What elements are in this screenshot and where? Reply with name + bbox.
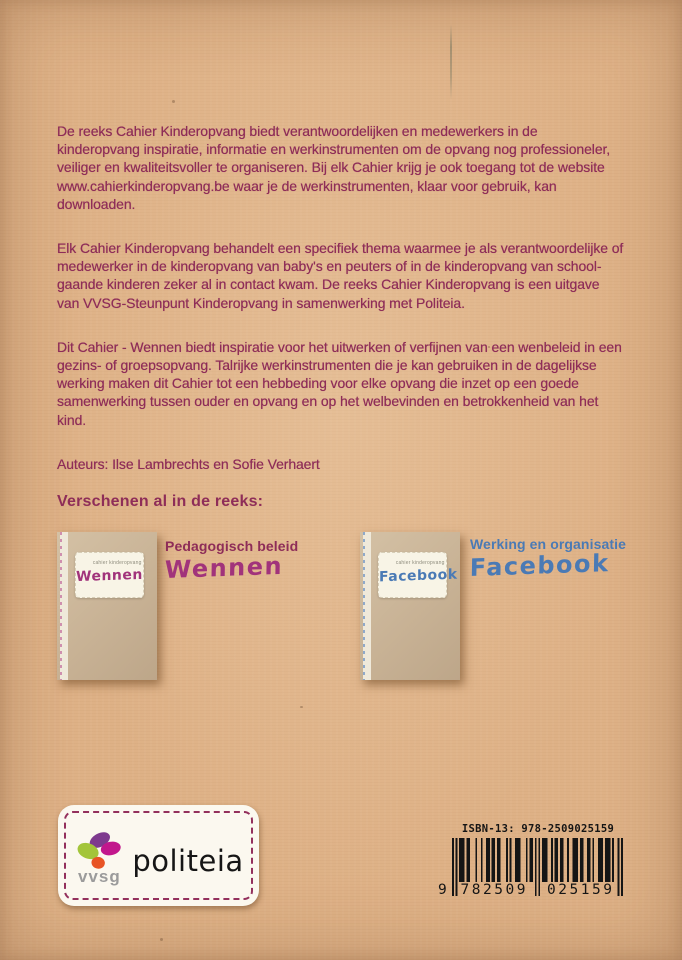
isbn-barcode-block: [438, 823, 624, 900]
spine-stitch: [60, 532, 62, 680]
barcode-digit-group-2: 025159: [547, 882, 615, 898]
ean13-barcode: [438, 838, 624, 900]
book-label-series-text: cahier kinderopvang: [395, 560, 445, 566]
isbn-label: ISBN-13: 978-2509025159: [461, 823, 615, 835]
spine-stitch: [363, 532, 365, 680]
book-thumbnail-facebook: [360, 532, 460, 680]
publisher-plate-inner: [64, 811, 253, 900]
paper-speck: [160, 938, 163, 941]
paper-speck: [300, 706, 303, 708]
publisher-plate: [58, 805, 259, 906]
paper-scratch: [450, 24, 452, 100]
series-entry-category: Pedagogisch beleid: [165, 538, 299, 554]
politeia-wordmark: politeia: [132, 843, 244, 878]
book-label-title: Wennen: [76, 566, 143, 586]
series-heading: Verschenen al in de reeks:: [57, 493, 264, 510]
intro-paragraph-theme: Elk Cahier Kinderopvang behandelt een specifiek thema waarmee je als verantwoordelijke of medewerker in de kinderopvang van baby's en peuters of in de kinderopvang van school-gaande kinderen zeker al in contact kwam. De reeks Cahier Kinderopvang is een uitgave van VVSG-Steunpunt Kinderopvang in samenwerking met Politeia.: [57, 240, 624, 311]
authors-line: Auteurs: Ilse Lambrechts en Sofie Verhaert: [57, 455, 320, 472]
series-entry-category: Werking en organisatie: [470, 536, 626, 552]
barcode-digit-group-1: 782509: [460, 882, 528, 898]
series-entry-facebook: [470, 536, 626, 582]
book-cover-label: [378, 552, 458, 598]
vvsg-flower-icon: [73, 830, 125, 872]
book-cover-label: [75, 552, 144, 598]
book-label-series-text: cahier kinderopvang: [92, 560, 142, 566]
intro-paragraph-series: De reeks Cahier Kinderopvang biedt verantwoordelijken en medewerkers in de kinderopvang inspiratie, informatie en werkinstrumenten om de opvang nog professioneler, veiliger en kwaliteitsvoller te organiseren. Bij elk Cahier krijg je ook toegang tot de website www.cahierkinderopvang.be waar je de werkinstrumenten, klaar voor gebruik, kan downloaden.: [57, 123, 611, 212]
barcode-digit-lead: 9: [438, 882, 447, 898]
series-entry-wennen: [165, 538, 298, 584]
back-cover-blurb: [57, 122, 624, 499]
barcode-digits: [438, 882, 624, 898]
vvsg-wordmark: vvsg: [77, 867, 121, 886]
paper-speck: [172, 100, 175, 103]
vvsg-logo: [73, 830, 125, 887]
book-thumbnail-wennen: [57, 532, 157, 680]
series-entry-title: Wennen: [164, 551, 284, 585]
book-label-title: Facebook: [379, 566, 458, 586]
intro-paragraph-this-cahier: Dit Cahier - Wennen biedt inspiratie voor het uitwerken of verfijnen van een wenbeleid in een gezins- of groepsopvang. Talrijke werkinstrumenten die je kan gebruiken in de dagelijkse werking maken dit Cahier tot een hebbeding voor elke opvang die inzet op een goede samenwerking tussen ouder en opvang en op het welbevinden en betrokkenheid van het kind.: [57, 338, 622, 428]
series-entry-title: Facebook: [469, 549, 610, 583]
